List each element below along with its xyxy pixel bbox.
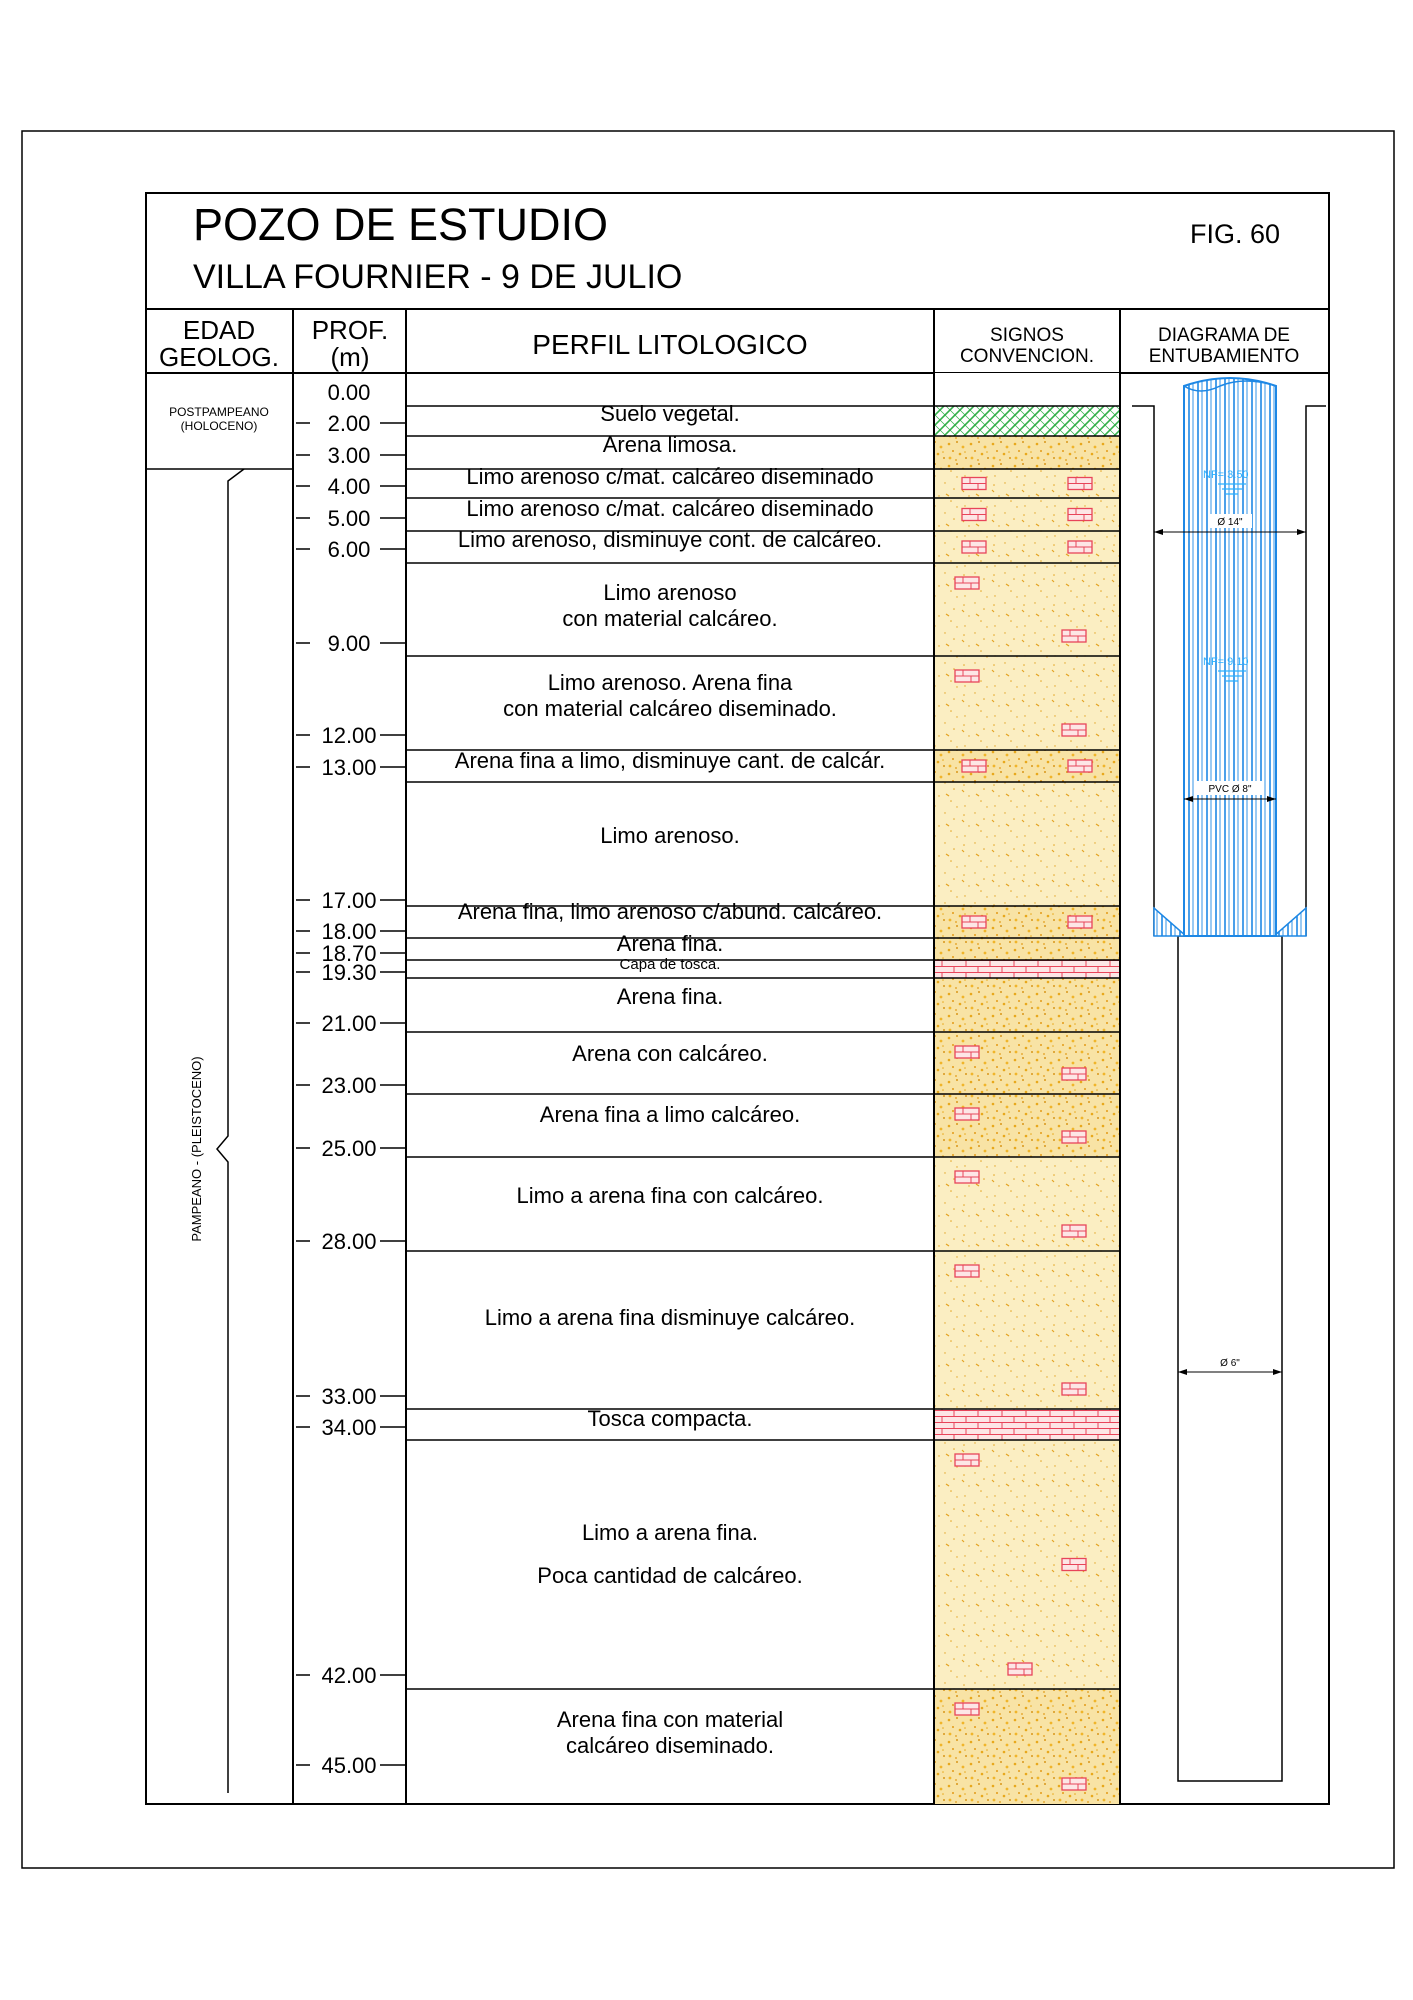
layer-description: Arena fina. [616, 984, 724, 1009]
depth-label: 33.00 [321, 1384, 377, 1409]
calcareo-symbol [1062, 1225, 1086, 1237]
calcareo-symbol [1068, 916, 1092, 928]
depth-label: 19.30 [321, 960, 377, 985]
col-header-edad-1: EDAD [182, 315, 256, 345]
dimension-pvc-8-inch [1184, 781, 1276, 802]
layer-pattern-arena [935, 436, 1119, 469]
col-header-prof-1: PROF. [311, 315, 389, 345]
layer-description: Arena fina, limo arenoso c/abund. calcáreo. [457, 899, 883, 924]
depth-label: 12.00 [321, 723, 377, 748]
age-pampeano: PAMPEANO - (PLEISTOCENO) [189, 1056, 204, 1242]
layer-description: Limo arenoso c/mat. calcáreo diseminado [466, 496, 874, 521]
age-brace [217, 469, 244, 1793]
layer-pattern-arena [935, 938, 1119, 960]
col-header-diagrama-2: ENTUBAMIENTO [1148, 346, 1300, 367]
calcareo-symbol [1008, 1663, 1032, 1675]
age-holoceno: (HOLOCENO) [180, 419, 258, 433]
calcareo-symbol [955, 1046, 979, 1058]
calcareo-symbol [962, 509, 986, 521]
calcareo-symbol [1068, 541, 1092, 553]
layer-pattern-tosca [935, 1409, 1119, 1440]
layer-description: Capa de tosca. [619, 956, 721, 973]
figure-number: FIG. 60 [1190, 219, 1281, 249]
svg-text:PVC Ø 8": PVC Ø 8" [1208, 784, 1252, 795]
depth-label: 18.00 [321, 919, 377, 944]
calcareo-symbol [955, 1171, 979, 1183]
calcareo-symbol [1062, 1778, 1086, 1790]
depth-label: 0.00 [327, 380, 371, 405]
svg-text:NF= 3.50: NF= 3.50 [1203, 469, 1249, 481]
layer-description: Arena limosa. [602, 432, 738, 457]
layer-description: Arena fina a limo, disminuye cant. de calcár. [454, 748, 886, 773]
layer-description: Limo a arena fina con calcáreo. [516, 1183, 824, 1208]
layer-pattern-arena-calc [935, 1032, 1119, 1094]
calcareo-symbol [962, 478, 986, 490]
figure-title: POZO DE ESTUDIO [193, 199, 609, 250]
calcareo-symbol [1062, 724, 1086, 736]
depth-label: 21.00 [321, 1011, 377, 1036]
layer-description: Limo arenoso [603, 580, 737, 605]
layer-pattern-limo [935, 782, 1119, 906]
layer-description: Arena fina. [616, 931, 724, 956]
layer-description: con material calcáreo. [562, 606, 778, 631]
svg-text:Ø 6": Ø 6" [1220, 1358, 1240, 1369]
depth-label: 45.00 [321, 1753, 377, 1778]
signos-column [935, 373, 1119, 1804]
casing-diagram [1132, 378, 1326, 1781]
dimension-14-inch [1154, 514, 1306, 535]
col-header-edad-2: GEOLOG. [159, 342, 279, 372]
col-header-signos-2: CONVENCION. [959, 346, 1095, 367]
layer-description: Limo arenoso. Arena fina [547, 670, 793, 695]
calcareo-symbol [1062, 1383, 1086, 1395]
layer-description: Tosca compacta. [587, 1406, 753, 1431]
perfil-descriptions [455, 401, 885, 1758]
depth-label: 28.00 [321, 1229, 377, 1254]
borehole-wall-left [1132, 406, 1154, 936]
depth-label: 5.00 [327, 506, 371, 531]
calcareo-symbol [955, 1454, 979, 1466]
depth-label: 4.00 [327, 474, 371, 499]
calcareo-symbol [1068, 509, 1092, 521]
layer-pattern-vegetal [935, 406, 1119, 436]
layer-pattern-limo-calc [935, 1440, 1119, 1689]
layer-description: Limo arenoso c/mat. calcáreo diseminado [466, 464, 874, 489]
layer-pattern-tosca [935, 960, 1119, 978]
depth-label: 18.70 [321, 941, 377, 966]
layer-description: Poca cantidad de calcáreo. [537, 1563, 803, 1588]
calcareo-symbol [955, 670, 979, 682]
borehole-wall-right [1306, 406, 1326, 936]
depth-label: 34.00 [321, 1415, 377, 1440]
layer-pattern-arena [935, 978, 1119, 1032]
layer-description: Limo arenoso, disminuye cont. de calcáreo. [457, 527, 883, 552]
calcareo-symbol [955, 1703, 979, 1715]
depth-label: 3.00 [327, 443, 371, 468]
col-header-signos-1: SIGNOS [990, 325, 1064, 346]
calcareo-symbol [1068, 478, 1092, 490]
col-header-perfil: PERFIL LITOLOGICO [532, 329, 808, 360]
gravel-pack-right [1274, 908, 1306, 936]
depth-label: 13.00 [321, 755, 377, 780]
gravel-pack-left [1154, 908, 1186, 936]
svg-text:Ø 14": Ø 14" [1217, 517, 1243, 528]
calcareo-symbol [955, 577, 979, 589]
depth-label: 42.00 [321, 1663, 377, 1688]
calcareo-symbol [955, 1108, 979, 1120]
layer-description: Limo a arena fina disminuye calcáreo. [484, 1305, 856, 1330]
col-header-diagrama-1: DIAGRAMA DE [1158, 325, 1290, 346]
calcareo-symbol [1062, 630, 1086, 642]
depth-label: 25.00 [321, 1136, 377, 1161]
layer-description: con material calcáreo diseminado. [503, 696, 837, 721]
depth-label: 23.00 [321, 1073, 377, 1098]
col-header-prof-2: (m) [330, 342, 370, 372]
age-postpampeano: POSTPAMPEANO [169, 405, 269, 419]
calcareo-symbol [1062, 1559, 1086, 1571]
calcareo-symbol [1062, 1131, 1086, 1143]
layer-pattern-arena-calc [935, 1094, 1119, 1157]
calcareo-symbol [962, 916, 986, 928]
calcareo-symbol [1062, 1068, 1086, 1080]
depth-label: 6.00 [327, 537, 371, 562]
layer-description: Suelo vegetal. [600, 401, 740, 426]
layer-description: Arena fina con material [556, 1707, 784, 1732]
calcareo-symbol [1068, 760, 1092, 772]
calcareo-symbol [962, 541, 986, 553]
layer-description: Arena fina a limo calcáreo. [539, 1102, 801, 1127]
layer-pattern-blank [935, 373, 1119, 406]
figure-subtitle: VILLA FOURNIER - 9 DE JULIO [193, 258, 683, 296]
depth-scale [296, 380, 406, 1778]
calcareo-symbol [962, 760, 986, 772]
layer-description: Limo a arena fina. [581, 1520, 759, 1545]
calcareo-symbol [955, 1265, 979, 1277]
depth-label: 9.00 [327, 631, 371, 656]
depth-label: 2.00 [327, 411, 371, 436]
layer-description: Limo arenoso. [600, 823, 740, 848]
layer-description: calcáreo diseminado. [566, 1733, 774, 1758]
svg-text:NF= 9.10: NF= 9.10 [1203, 656, 1249, 668]
depth-label: 17.00 [321, 888, 377, 913]
layer-description: Arena con calcáreo. [572, 1041, 768, 1066]
